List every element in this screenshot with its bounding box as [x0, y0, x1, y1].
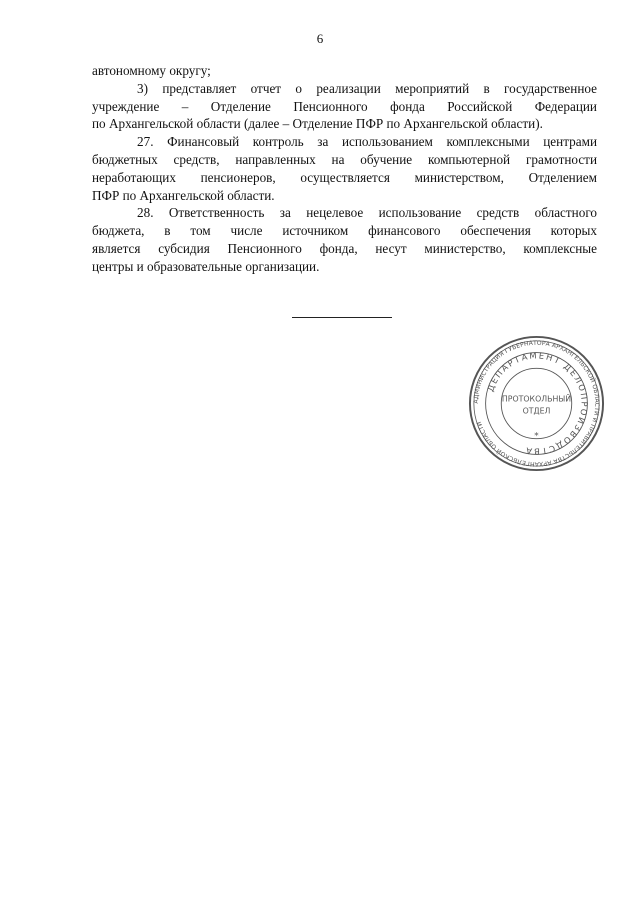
stamp-outer-text: АДМИНИСТРАЦИЯ ГУБЕРНАТОРА АРХАНГЕЛЬСКОЙ ОБЛАСТИ И ПРАВИТЕЛЬСТВА АРХАНГЕЛЬСКОЙ ОБЛАСТИ: [472, 339, 601, 468]
text-line: ПФР по Архангельской области.: [92, 187, 275, 203]
stamp-inner-text: ДЕПАРТАМЕНТ ДЕЛОПРОИЗВОДСТВА: [485, 350, 590, 457]
stamp-center-line-1: ПРОТОКОЛЬНЫЙ: [501, 394, 572, 404]
text-line: неработающих пенсионеров, осуществляется министерством, Отделением: [92, 169, 597, 185]
paragraph-continuation: [92, 62, 597, 80]
stamp-center-line-2: ОТДЕЛ: [522, 406, 551, 416]
paragraph-item-28: [92, 204, 597, 275]
page-number: 6: [316, 31, 324, 46]
text-line: по Архангельской области (далее – Отделение ПФР по Архангельской области).: [92, 116, 543, 132]
document-body: [92, 62, 597, 276]
text-line: 28. Ответственность за нецелевое использование средств областного: [137, 205, 597, 221]
text-line: 3) представляет отчет о реализации мероприятий в государственное: [137, 80, 597, 96]
text-line: бюджета, в том числе источником финансового обеспечения которых: [92, 223, 597, 239]
stamp-star-icon: *: [534, 431, 539, 442]
text-line: учреждение – Отделение Пенсионного фонда Российской Федерации: [92, 98, 597, 114]
text-line: является субсидия Пенсионного фонда, несут министерство, комплексные: [92, 240, 597, 256]
paragraph-item-3: [92, 80, 597, 133]
text-line: центры и образовательные организации.: [92, 258, 320, 274]
paragraph-item-27: [92, 133, 597, 204]
text-line: 27. Финансовый контроль за использованием комплексными центрами: [137, 134, 597, 150]
end-separator-line: [292, 317, 392, 318]
protocol-department-stamp: [468, 335, 605, 472]
text-line: автономному округу;: [92, 63, 211, 78]
text-line: бюджетных средств, направленных на обучение компьютерной грамотности: [92, 151, 597, 167]
